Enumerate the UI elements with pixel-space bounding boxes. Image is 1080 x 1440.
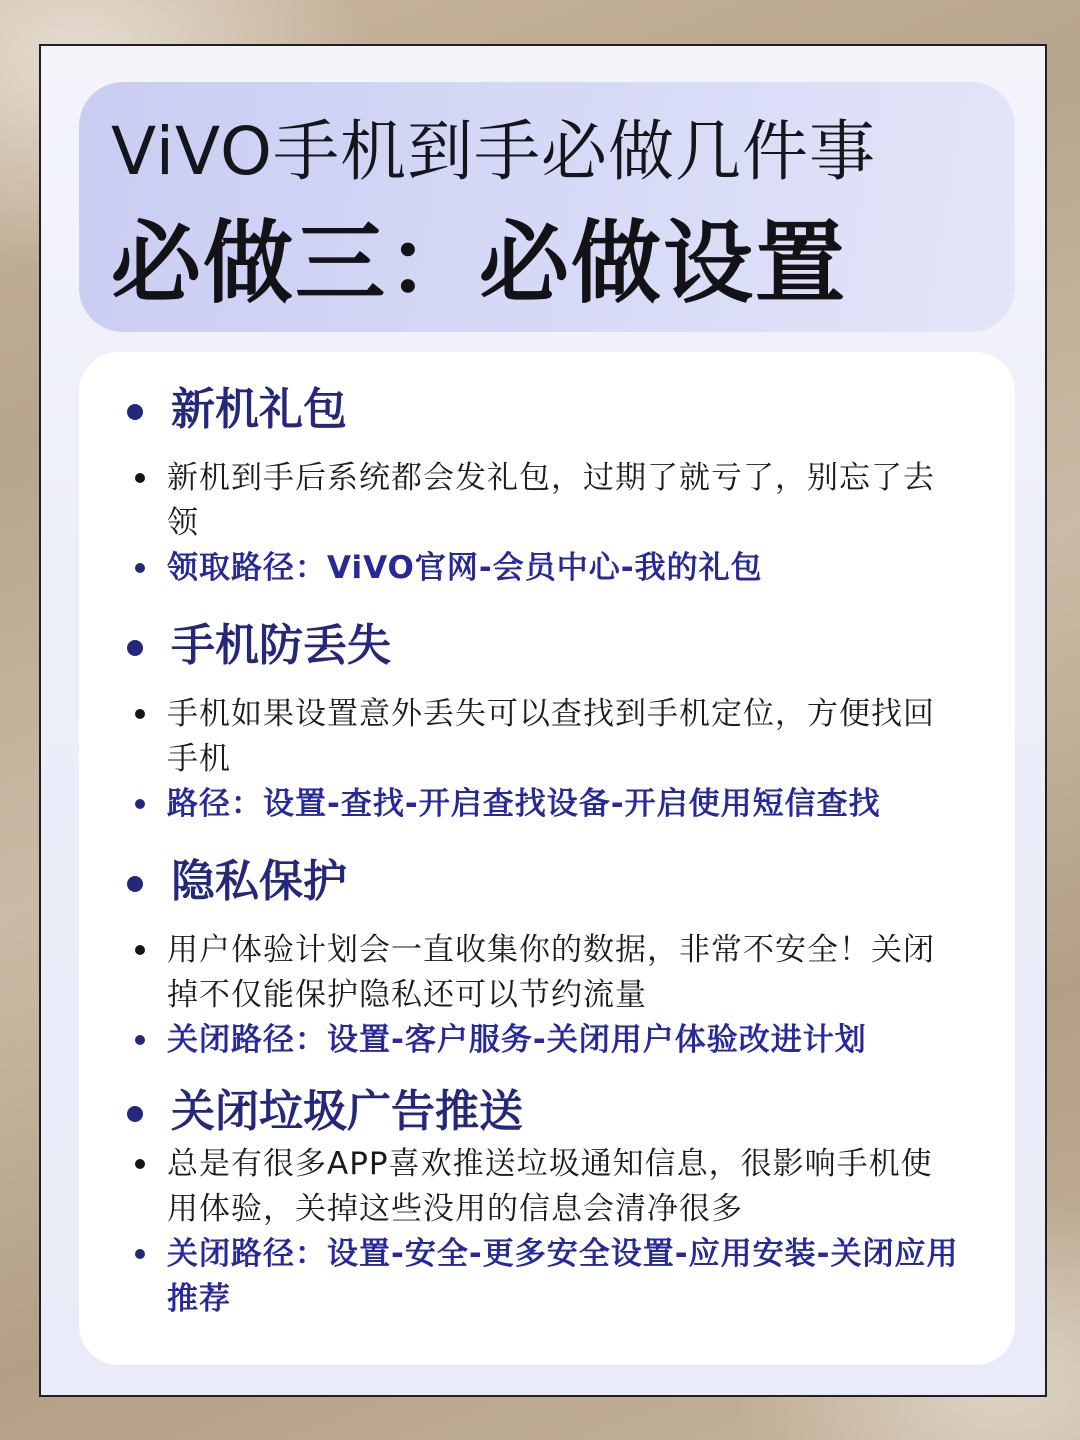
tips-panel [79,352,1015,1365]
section-heading [79,616,1015,676]
bullet-icon [135,563,145,573]
bullet-icon [127,1106,143,1122]
bullet-icon [135,1249,145,1259]
section-privacy [79,852,1015,1063]
section-heading [79,852,1015,912]
section-heading [79,1082,1015,1142]
section-heading-text: 关闭垃圾广告推送 [171,1086,523,1137]
bullet-icon [135,709,145,719]
section-path [79,1232,1015,1322]
section-new-phone-gift [79,380,1015,591]
bullet-icon [127,876,143,892]
section-path [79,1018,1015,1063]
bullet-icon [135,473,145,483]
bullet-icon [135,945,145,955]
description-text: 新机到手后系统都会发礼包，过期了就亏了，别忘了去领 [167,460,935,541]
description-text: 手机如果设置意外丢失可以查找到手机定位，方便找回手机 [167,696,935,777]
section-heading-text: 新机礼包 [171,384,347,435]
bullet-icon [135,1035,145,1045]
section-path [79,782,1015,827]
path-text: 路径：设置-查找-开启查找设备-开启使用短信查找 [167,786,881,822]
section-path [79,546,1015,591]
path-text: 关闭路径：设置-客户服务-关闭用户体验改进计划 [167,1022,867,1058]
bullet-icon [135,1159,145,1169]
description-text: 总是有很多APP喜欢推送垃圾通知信息，很影响手机使用体验，关掉这些没用的信息会清净很多 [167,1146,933,1227]
bullet-icon [127,640,143,656]
description-text: 用户体验计划会一直收集你的数据，非常不安全！关闭掉不仅能保护隐私还可以节约流量 [167,932,935,1013]
section-heading-text: 隐私保护 [171,856,347,907]
path-text: 领取路径：ViVO官网-会员中心-我的礼包 [167,550,763,586]
page-subtitle: 必做三：必做设置 [111,211,847,316]
title-banner [79,82,1015,332]
section-heading [79,380,1015,440]
path-text: 关闭路径：设置-安全-更多安全设置-应用安装-关闭应用推荐 [167,1236,959,1317]
content-card [39,44,1047,1397]
bullet-icon [135,799,145,809]
section-description [79,928,1015,1018]
section-ad-push [79,1082,1015,1322]
bullet-icon [127,404,143,420]
section-description [79,692,1015,782]
section-description [79,456,1015,546]
section-anti-loss [79,616,1015,827]
section-description [79,1142,1015,1232]
section-heading-text: 手机防丢失 [171,620,391,671]
page-title: ViVO手机到手必做几件事 [111,113,876,190]
